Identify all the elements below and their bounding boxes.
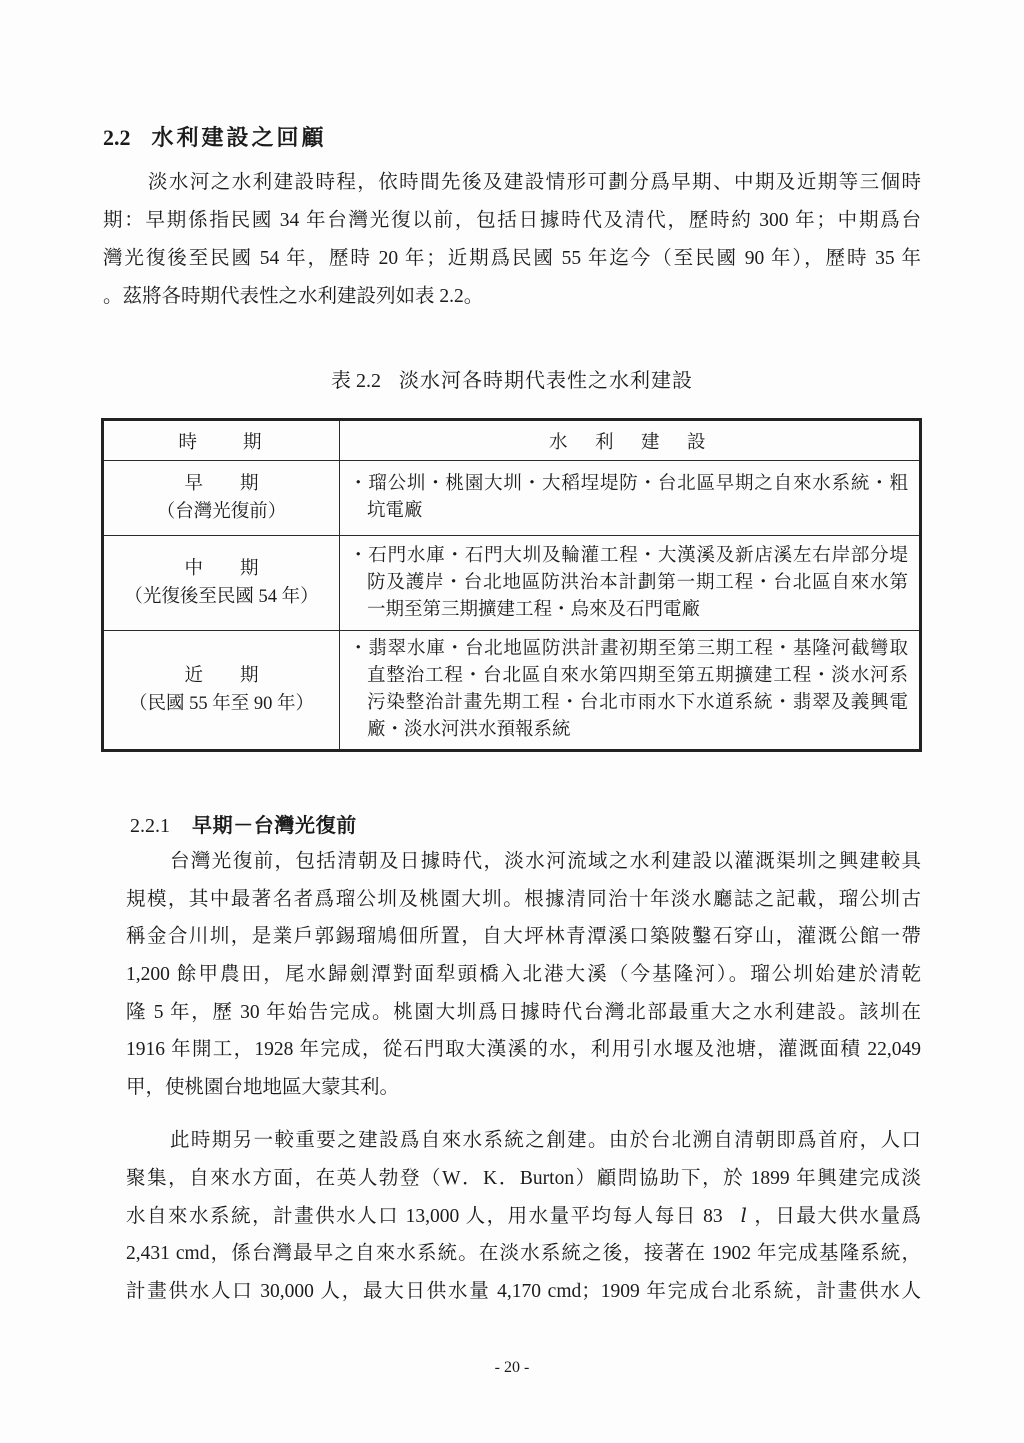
table-caption-label: 表 2.2 <box>331 370 381 392</box>
subsection-heading <box>130 812 357 840</box>
line-text-before-unit: 水自來水系統，計畫供水人口 13,000 人，用水量平均每人每日 83 <box>126 1206 723 1228</box>
paragraph-line: 隆 5 年，歷 30 年始告完成。桃園大圳爲日據時代台灣北部最重大之水利建設。該圳在 <box>126 1001 921 1023</box>
paragraph-line: 期：早期係指民國 34 年台灣光復以前，包括日據時代及清代，歷時約 300 年；中期爲台 <box>103 210 921 231</box>
paragraph-line <box>126 1197 921 1235</box>
paragraph-line: 。茲將各時期代表性之水利建設列如表 2.2。 <box>103 286 484 307</box>
works-line: 坑電廠 <box>367 501 423 521</box>
paragraph-line: 淡水河之水利建設時程，依時間先後及建設情形可劃分爲早期、中期及近期等三個時 <box>148 172 921 193</box>
section-heading <box>103 124 327 152</box>
line-text-after-unit: ，日最大供水量爲 <box>752 1206 921 1228</box>
table-cell-works <box>340 460 919 535</box>
table-cell-period <box>104 630 340 749</box>
works-line: 污染整治計畫先期工程・台北市雨水下水道系統・翡翠及義興電 <box>367 693 908 713</box>
table-cell-works <box>340 630 919 749</box>
period-range: （民國 55 年至 90 年） <box>128 694 314 714</box>
paragraph-line: 1,200 餘甲農田，尾水歸劍潭對面犁頭橋入北港大溪（今基隆河）。瑠公圳始建於清乾 <box>126 964 921 986</box>
paragraph-line: 灣光復後至民國 54 年，歷時 20 年；近期爲民國 55 年迄今（至民國 90 年），歷時 35 年 <box>103 248 921 269</box>
table-caption-title: 淡水河各時期代表性之水利建設 <box>399 370 693 392</box>
works-line: 直整治工程・台北區自來水第四期至第五期擴建工程・淡水河系 <box>367 666 908 686</box>
section-title: 水利建設之回顧 <box>151 125 327 150</box>
section-number: 2.2 <box>103 125 131 150</box>
paragraph-line: 稱金合川圳，是業戶郭錫瑠鳩佃所置，自大坪林青潭溪口築陂鑿石穿山，灌溉公館一帶 <box>126 926 921 948</box>
paragraph-line: 規模，其中最著名者爲瑠公圳及桃園大圳。根據清同治十年淡水廳誌之記載，瑠公圳古 <box>126 888 921 910</box>
paragraph-line: 甲，使桃園台地地區大蒙其利。 <box>126 1077 400 1099</box>
water-works-table <box>101 418 922 752</box>
works-line: ・石門水庫・石門大圳及輪灌工程・大漢溪及新店溪左右岸部分堤 <box>349 545 908 566</box>
works-line: 防及護岸・台北地區防洪治本計劃第一期工程・台北區自來水第 <box>367 572 908 593</box>
period-name: 近 期 <box>184 666 259 686</box>
table-header-period: 時 期 <box>104 421 340 460</box>
table-cell-period <box>104 535 340 630</box>
period-name: 中 期 <box>184 559 259 579</box>
paragraph-line: 2,431 cmd，係台灣最早之自來水系統。在淡水系統之後，接著在 1902 年完成基隆系統， <box>126 1243 921 1265</box>
paragraph-line: 台灣光復前，包括清朝及日據時代，淡水河流域之水利建設以灌溉渠圳之興建較具 <box>170 851 921 872</box>
table-header-works: 水 利 建 設 <box>548 432 710 453</box>
table-caption <box>0 367 1024 395</box>
paragraph-line: 聚集，自來水方面，在英人勃登（W．K．Burton）顧問協助下，於 1899 年興建完成淡 <box>126 1167 921 1189</box>
table-cell-works <box>340 535 919 630</box>
liter-unit: l <box>740 1204 747 1228</box>
paragraph-line: 1916 年開工，1928 年完成，從石門取大漢溪的水，利用引水堰及池塘，灌溉面積 22,049 <box>126 1039 921 1061</box>
works-line: ・翡翠水庫・台北地區防洪計畫初期至第三期工程・基隆河截彎取 <box>349 639 908 659</box>
subsection-title: 早期－台灣光復前 <box>192 815 357 837</box>
body-paragraph <box>126 1122 921 1310</box>
page-number: - 20 - <box>494 1359 530 1376</box>
paragraph-line: 此時期另一較重要之建設爲自來水系統之創建。由於台北溯自清朝即爲首府，人口 <box>170 1130 921 1151</box>
intro-paragraph <box>103 164 921 316</box>
period-name: 早 期 <box>184 474 259 494</box>
works-line: 一期至第三期擴建工程・烏來及石門電廠 <box>367 599 701 620</box>
table-cell-period <box>104 460 340 535</box>
works-line: 廠・淡水河洪水預報系統 <box>367 720 571 740</box>
subsection-number: 2.2.1 <box>130 815 170 837</box>
body-paragraph <box>126 843 921 1107</box>
period-range: （台灣光復前） <box>156 502 287 522</box>
period-range: （光復後至民國 54 年） <box>124 587 319 607</box>
works-line: ・瑠公圳・桃園大圳・大稻埕堤防・台北區早期之自來水系統・粗 <box>349 474 908 494</box>
paragraph-line: 計畫供水人口 30,000 人，最大日供水量 4,170 cmd；1909 年完成台北系統，計畫供水人 <box>126 1280 921 1302</box>
